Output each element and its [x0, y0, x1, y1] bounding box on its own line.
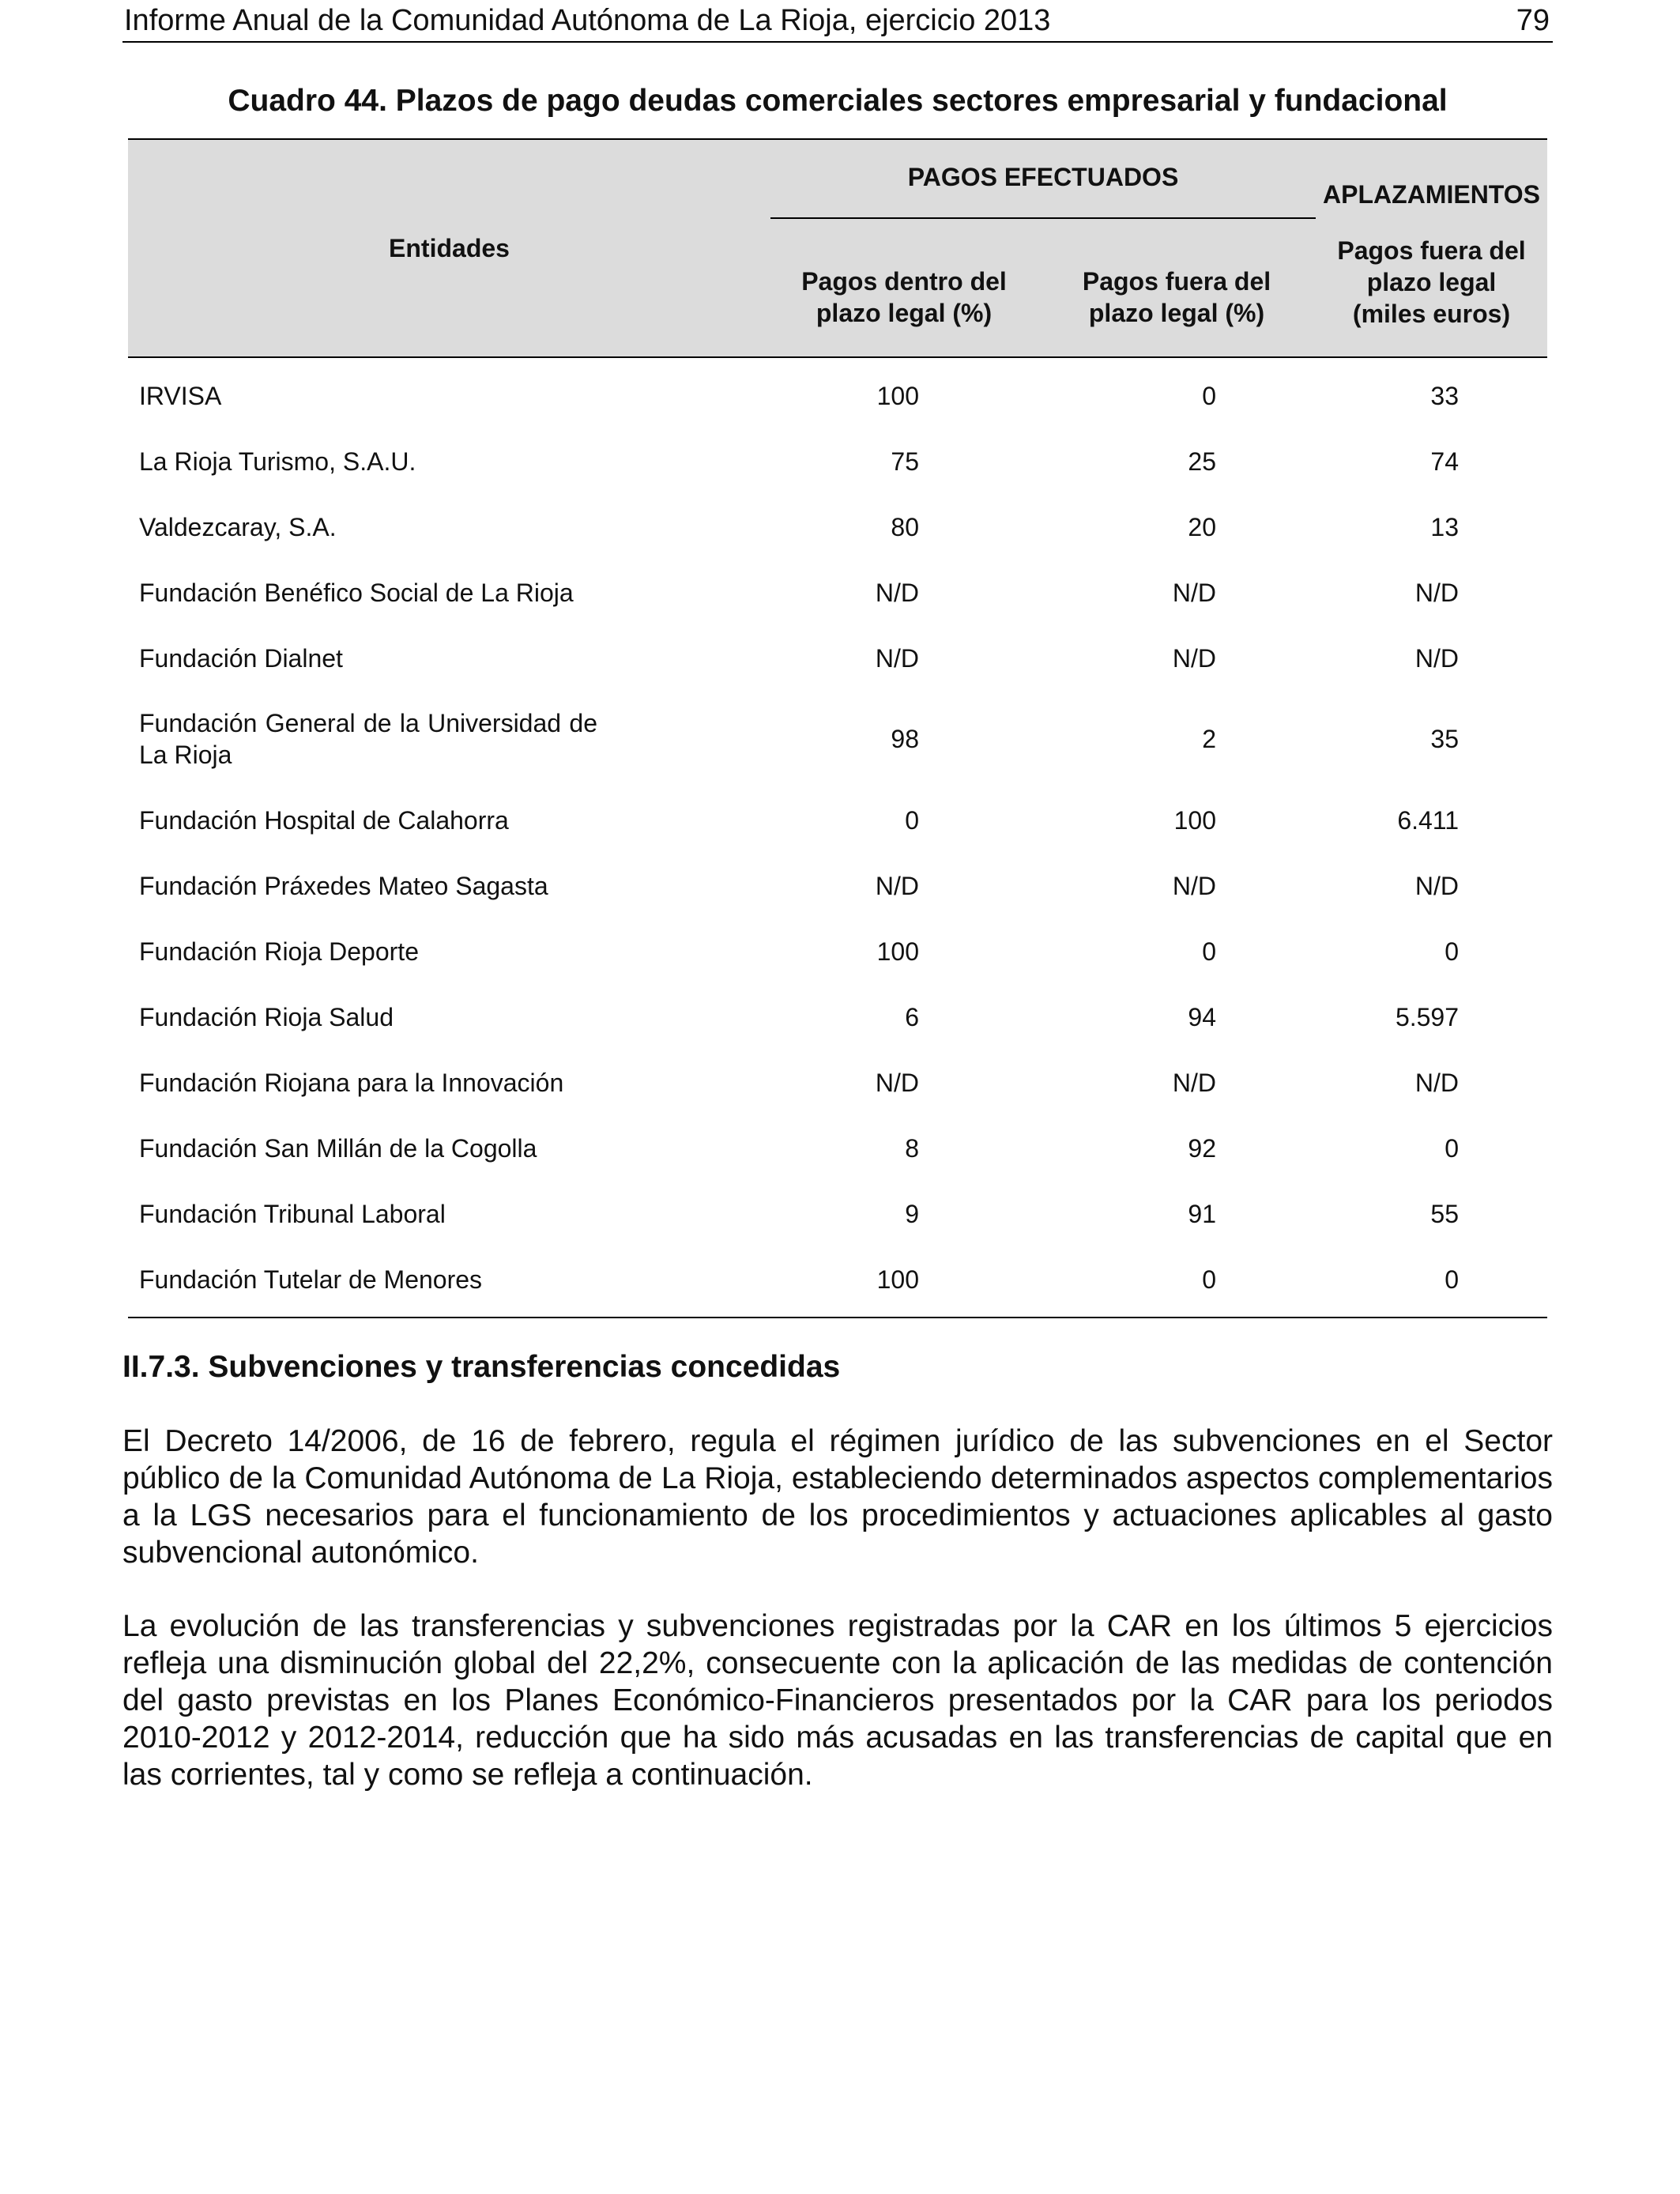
table-row — [128, 984, 1547, 1050]
table-row — [128, 1246, 1547, 1318]
cell-aplazamientos: 0 — [1316, 1246, 1547, 1318]
header-pagos-efectuados: PAGOS EFECTUADOS — [770, 139, 1316, 218]
header-entidades: Entidades — [128, 139, 770, 357]
cell-dentro: N/D — [875, 871, 919, 900]
table-row — [128, 494, 1547, 560]
cell-entidad: Fundación Hospital de Calahorra — [139, 805, 509, 835]
cell-fuera: 91 — [1188, 1199, 1217, 1228]
cell-aplazamientos: 0 — [1445, 1133, 1460, 1163]
table-row — [128, 787, 1547, 853]
cell-dentro: 100 — [876, 937, 919, 966]
table-row — [128, 428, 1547, 494]
cell-aplazamientos: N/D — [1414, 871, 1460, 900]
cell-dentro: 0 — [905, 805, 919, 835]
cell-aplazamientos: 55 — [1430, 1199, 1460, 1228]
cell-dentro: 98 — [891, 725, 919, 753]
cell-fuera: 0 — [1038, 1246, 1316, 1318]
cell-entidad: IRVISA — [139, 381, 222, 410]
cell-dentro: N/D — [875, 578, 919, 607]
cell-entidad: La Rioja Turismo, S.A.U. — [139, 447, 416, 476]
table-caption: Cuadro 44. Plazos de pago deudas comerciales sectores empresarial y fundacional — [228, 84, 1448, 118]
cell-entidad: Fundación Tribunal Laboral — [139, 1199, 446, 1228]
table-row — [128, 560, 1547, 625]
cell-fuera: 25 — [1188, 447, 1217, 476]
header-pagos-dentro: Pagos dentro del plazo legal (%) — [770, 218, 1038, 357]
body-paragraph: El Decreto 14/2006, de 16 de febrero, regula el régimen jurídico de las subvenciones en el Sector público de la Comunidad Autónoma de La Rioja, estableciendo determinados aspectos complementarios a la LGS necesarios para el funcionamiento de los procedimientos y actuaciones aplicables al gasto subvencional autonómico. — [122, 1424, 1553, 1570]
payment-terms-table — [128, 138, 1547, 1318]
cell-aplazamientos: 74 — [1430, 447, 1460, 476]
cell-fuera: 0 — [1202, 937, 1217, 966]
cell-aplazamientos: N/D — [1414, 643, 1460, 673]
cell-aplazamientos: 6.411 — [1397, 805, 1460, 835]
cell-entidad: Valdezcaray, S.A. — [139, 512, 337, 541]
table-row — [128, 853, 1547, 918]
section-title: II.7.3. Subvenciones y transferencias concedidas — [122, 1350, 841, 1384]
cell-dentro: 75 — [891, 447, 919, 476]
cell-entidad: Fundación Benéfico Social de La Rioja — [139, 578, 574, 607]
table-row — [128, 1181, 1547, 1246]
cell-entidad: Fundación Rioja Salud — [139, 1002, 394, 1031]
cell-entidad: Fundación General de la Universidad de La Rioja — [139, 709, 597, 769]
cell-entidad: Fundación Tutelar de Menores — [128, 1246, 770, 1318]
cell-aplazamientos: 5.597 — [1395, 1002, 1460, 1031]
cell-dentro: 100 — [770, 1246, 1038, 1318]
cell-entidad: Fundación Riojana para la Innovación — [139, 1068, 564, 1097]
table-row — [128, 691, 1547, 787]
cell-fuera: N/D — [1172, 643, 1217, 673]
cell-dentro: 8 — [905, 1133, 919, 1163]
cell-aplazamientos: 0 — [1445, 937, 1460, 966]
body-paragraph: La evolución de las transferencias y subvenciones registradas por la CAR en los últimos 5 ejercicios refleja una disminución global del 22,2%, consecuente con la aplicación de las medidas de contención del gasto previstas en los Planes Económico-Financieros presentados por la CAR para los periodos 2010-2012 y 2012-2014, reducción que ha sido más acusadas en las transferencias de capital que en las corrientes, tal y como se refleja a continuación. — [122, 1609, 1553, 1792]
cell-dentro: 6 — [905, 1002, 919, 1031]
header-pagos-fuera: Pagos fuera del plazo legal (%) — [1038, 218, 1316, 357]
table-row — [128, 357, 1547, 428]
cell-fuera: 94 — [1188, 1002, 1217, 1031]
cell-aplazamientos: 35 — [1430, 725, 1460, 753]
cell-aplazamientos: N/D — [1414, 1068, 1460, 1097]
cell-aplazamientos: 13 — [1430, 512, 1460, 541]
table-row — [128, 918, 1547, 984]
cell-fuera: 20 — [1188, 512, 1217, 541]
cell-fuera: 92 — [1188, 1133, 1217, 1163]
page-header — [122, 0, 1553, 43]
cell-dentro: N/D — [875, 1068, 919, 1097]
header-aplazamientos-miles: Pagos fuera del plazo legal (miles euros) — [1316, 218, 1547, 357]
cell-fuera: 100 — [1173, 805, 1217, 835]
cell-dentro: 100 — [876, 381, 919, 410]
cell-aplazamientos: N/D — [1414, 578, 1460, 607]
cell-fuera: N/D — [1172, 578, 1217, 607]
cell-fuera: 0 — [1202, 381, 1217, 410]
cell-dentro: N/D — [875, 643, 919, 673]
cell-fuera: N/D — [1172, 871, 1217, 900]
table-row — [128, 1050, 1547, 1115]
table-row — [128, 1115, 1547, 1181]
cell-fuera: 2 — [1202, 725, 1217, 753]
cell-entidad: Fundación Práxedes Mateo Sagasta — [139, 871, 548, 900]
cell-dentro: 80 — [891, 512, 919, 541]
report-title: Informe Anual de la Comunidad Autónoma de La Rioja, ejercicio 2013 — [124, 4, 1051, 37]
cell-dentro: 9 — [905, 1199, 919, 1228]
cell-aplazamientos: 33 — [1430, 381, 1460, 410]
table-row — [128, 625, 1547, 691]
cell-fuera: N/D — [1172, 1068, 1217, 1097]
page-number: 79 — [1516, 4, 1550, 37]
cell-entidad: Fundación San Millán de la Cogolla — [139, 1133, 537, 1163]
cell-entidad: Fundación Rioja Deporte — [139, 937, 419, 966]
header-aplazamientos: APLAZAMIENTOS — [1316, 139, 1547, 218]
cell-entidad: Fundación Dialnet — [139, 643, 343, 673]
